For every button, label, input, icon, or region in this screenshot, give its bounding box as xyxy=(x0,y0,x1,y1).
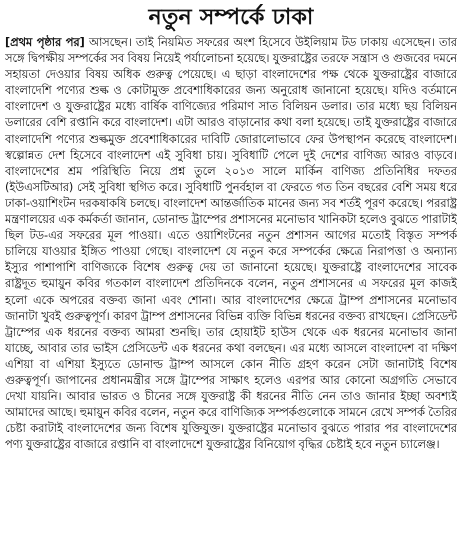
article-body xyxy=(5,35,457,547)
continued-from-front-page-label: [প্রথম পৃষ্ঠার পর] xyxy=(5,36,85,49)
article-headline: নতুন সম্পর্কে ঢাকা xyxy=(148,5,314,30)
article-text: আসছেন। তাই নিয়মিত সফরের অংশ হিসেবে উইলিয়াম টড ঢাকায় এসেছেন। তার সঙ্গে দ্বিপক্ষীয় সম্পর্কের সব বিষয় নিয়েই পর্যালোচনা হয়েছে। যুক্তরাষ্ট্রের তরফে সন্ত্রাস ও গুজবের দমনে সহায়তা দেওয়ার বিষয় অধিক গুরুত্ব পেয়েছে। এ ছাড়া বাংলাদেশের পক্ষ থেকে যুক্তরাষ্ট্রের বাজারে বাংলাদেশি পণ্যের শুল্ক ও কোটামুক্ত প্রবেশাধিকারের জন্য অনুরোধ জানানো হয়েছে। যদিও বর্তমানে বাংলাদেশ ও যুক্তরাষ্ট্রের মধ্যে বার্ষিক বাণিজ্যের পরিমাণ সাত বিলিয়ন ডলার। তার মধ্যে ছয় বিলিয়ন ডলারের বেশি রপ্তানি করে বাংলাদেশ। এটা আরও বাড়ানোর কথা বলা হয়েছে। তাই যুক্তরাষ্ট্রের বাজারে বাংলাদেশি পণ্যের শুল্কমুক্ত প্রবেশাধিকারের দাবিটি জোরালোভাবে ফের উপস্থাপন করেছে বাংলাদেশ। স্বল্পোন্নত দেশ হিসেবে বাংলাদেশ এই সুবিধা চায়। সুবিধাটি পেলে দুই দেশের বাণিজ্য আরও বাড়বে। বাংলাদেশের শ্রম পরিস্থিতি নিয়ে প্রশ্ন তুলে ২০১৩ সালে মার্কিন বাণিজ্য প্রতিনিধির দফতর (ইউএসটিআর) সেই সুবিধা স্থগিত করে। সুবিধাটি পুনর্বহাল বা ফেরতে গত তিন বছরের বেশি সময় ধরে ঢাকা-ওয়াশিংটন দরকষাকষি চলছে। বাংলাদেশ আন্তর্জাতিক মানের জন্য সব শর্তই পূরণ করেছে। পররাষ্ট্র মন্ত্রণালয়ের এক কর্মকর্তা জানান, ডোনাল্ড ট্রাম্পের প্রশাসনের মনোভাব খানিকটা হলেও বুঝতে পারাটাই ছিল টড-এর সফরের মূল পাওয়া। এতে ওয়াশিংটনের নতুন প্রশাসন আগের মতোই বিস্তৃত সম্পর্ক চালিয়ে যাওয়ার ইঙ্গিত পাওয়া গেছে। বাংলাদেশ যে নতুন করে সম্পর্কের ক্ষেত্রে নিরাপত্তা ও অন্যান্য ইস্যুর পাশাপাশি বাণিজ্যকে বিশেষ গুরুত্ব দেয় তা জানানো হয়েছে। যুক্তরাষ্ট্রে বাংলাদেশের সাবেক রাষ্ট্রদূত হুমায়ুন কবির গতকাল বাংলাদেশ প্রতিদিনকে বলেন, নতুন প্রশাসনের এ সফরের মূল কাজই হলো একে অপরের বক্তব্য জানা এবং শোনা। আর বাংলাদেশের ক্ষেত্রে ট্রাম্প প্রশাসনের মনোভাব জানাটা খুবই গুরুত্বপূর্ণ। কারণ ট্রাম্প প্রশাসনের বিভিন্ন ব্যক্তি বিভিন্ন ধরনের বক্তব্য রাখছেন। প্রেসিডেন্ট ট্রাম্পের এক ধরনের বক্তব্য আমরা শুনছি। তার হোয়াইট হাউস থেকে এক ধরনের মনোভাব জানা যাচ্ছে, আবার তার ভাইস প্রেসিডেন্ট এক ধরনের কথা বলছেন। এর মধ্যে আসলে বাংলাদেশ বা দক্ষিণ এশিয়া বা এশিয়া ইস্যুতে ডোনাল্ড ট্রাম্প আসলে কোন নীতি গ্রহণ করেন সেটা জানাটাই বিশেষ গুরুত্বপূর্ণ। জাপানের প্রধানমন্ত্রীর সঙ্গে ট্রাম্পের সাক্ষাৎ হলেও এরপর আর কোনো অগ্রগতি সেভাবে দেখা যায়নি। আবার ভারত ও চীনের সঙ্গে যুক্তরাষ্ট্র কী ধরনের নীতি নেন তাও জানার ইচ্ছা অবশ্যই আমাদের আছে। হুমায়ুন কবির বলেন, নতুন করে বাণিজ্যিক সম্পর্কগুলোকে সামনে রেখে সম্পর্ক তৈরির চেষ্টা করাটাই বাংলাদেশের জন্য বিশেষ যুক্তিযুক্ত। যুক্তরাষ্ট্রের মনোভাব বুঝতে পারার পর বাংলাদেশের পণ্য যুক্তরাষ্ট্রের বাজারে রপ্তানি বা বাংলাদেশে যুক্তরাষ্ট্রের বিনিয়োগ বৃদ্ধির চেষ্টাই হবে নতুন চ্যালেঞ্জ। xyxy=(5,36,457,452)
